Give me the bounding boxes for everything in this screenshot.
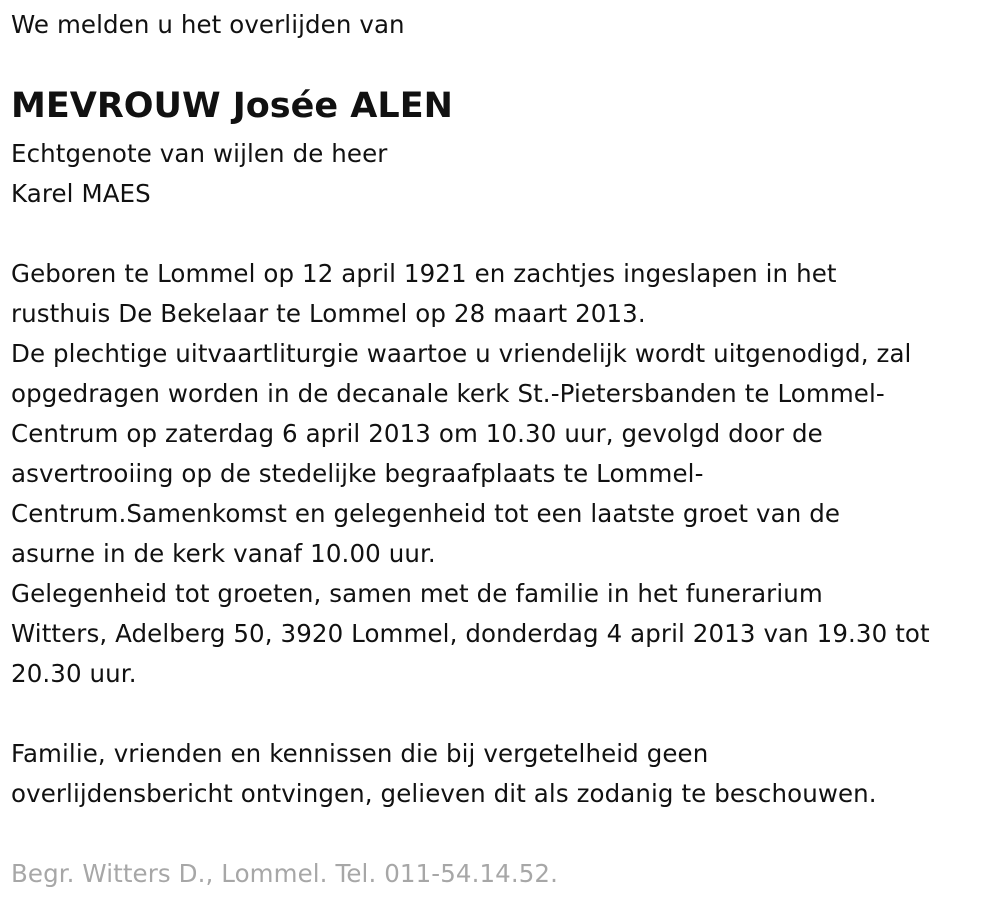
body-line: Gelegenheid tot groeten, samen met de familie in het funerarium [11,579,823,608]
closing-line: overlijdensbericht ontvingen, gelieven dit als zodanig te beschouwen. [11,779,877,808]
body-line: Witters, Adelberg 50, 3920 Lommel, donderdag 4 april 2013 van 19.30 tot [11,619,930,648]
deceased-name: MEVROUW Josée ALEN [11,86,453,126]
body-line: Centrum op zaterdag 6 april 2013 om 10.30 uur, gevolgd door de [11,419,823,448]
body-line: opgedragen worden in de decanale kerk St.-Pietersbanden te Lommel- [11,379,885,408]
funeral-home-footer: Begr. Witters D., Lommel. Tel. 011-54.14.52. [11,859,559,888]
body-line: rusthuis De Bekelaar te Lommel op 28 maart 2013. [11,299,646,328]
body-line: De plechtige uitvaartliturgie waartoe u vriendelijk wordt uitgenodigd, zal [11,339,912,368]
spouse-line-2: Karel MAES [11,179,151,208]
closing-line: Familie, vrienden en kennissen die bij vergetelheid geen [11,739,709,768]
body-line: asurne in de kerk vanaf 10.00 uur. [11,539,436,568]
body-line: Geboren te Lommel op 12 april 1921 en zachtjes ingeslapen in het [11,259,837,288]
intro-text: We melden u het overlijden van [11,10,405,39]
body-line: 20.30 uur. [11,659,137,688]
body-line: asvertrooiing op de stedelijke begraafplaats te Lommel- [11,459,704,488]
body-line: Centrum.Samenkomst en gelegenheid tot een laatste groet van de [11,499,841,528]
spouse-line-1: Echtgenote van wijlen de heer [11,139,388,168]
